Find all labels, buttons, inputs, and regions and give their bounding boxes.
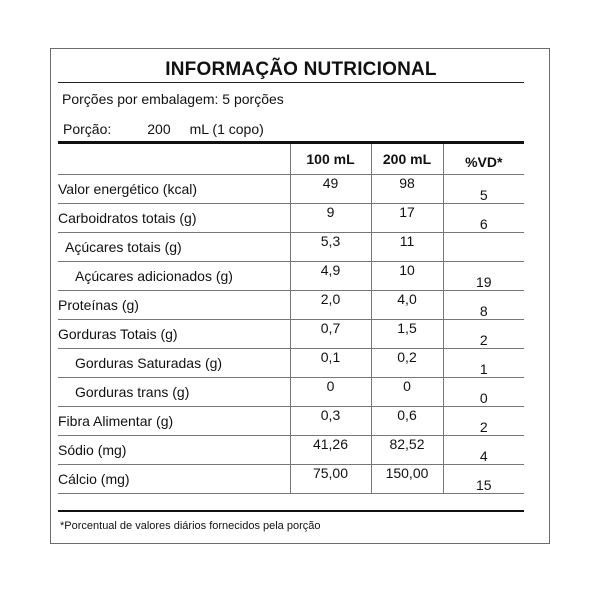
value-100ml: 4,9 [290,261,371,290]
value-100ml: 75,00 [290,464,371,493]
nutrient-name: Carboidratos totais (g) [58,203,290,232]
value-vd: 2 [443,319,524,348]
value-vd [443,232,524,261]
value-vd: 2 [443,406,524,435]
value-vd: 8 [443,290,524,319]
value-vd: 5 [443,174,524,203]
footnote: *Porcentual de valores diários fornecidos pela porção [60,520,321,532]
value-100ml: 0,1 [290,348,371,377]
nutrition-table [58,144,524,494]
nutrition-facts-label [50,48,550,544]
value-200ml: 10 [371,261,443,290]
value-vd: 0 [443,377,524,406]
value-200ml: 0 [371,377,443,406]
value-vd: 6 [443,203,524,232]
nutrient-name: Proteínas (g) [58,290,290,319]
value-100ml: 5,3 [290,232,371,261]
label-title: INFORMAÇÃO NUTRICIONAL [165,59,437,80]
nutrient-name: Sódio (mg) [58,435,290,464]
nutrient-name: Açúcares totais (g) [58,232,290,261]
value-vd: 1 [443,348,524,377]
table-row [58,435,524,464]
value-vd: 15 [443,464,524,493]
table-row [58,406,524,435]
value-vd: 4 [443,435,524,464]
table-row [58,290,524,319]
value-200ml: 0,2 [371,348,443,377]
value-100ml: 41,26 [290,435,371,464]
column-header-vd: %VD* [443,144,524,174]
value-100ml: 0,3 [290,406,371,435]
value-100ml: 49 [290,174,371,203]
nutrient-name: Gorduras trans (g) [58,377,290,406]
nutrient-name: Gorduras Saturadas (g) [58,348,290,377]
column-header-nutrient [58,144,290,174]
value-200ml: 1,5 [371,319,443,348]
portion-unit: mL (1 copo) [189,121,264,137]
value-200ml: 17 [371,203,443,232]
value-vd: 19 [443,261,524,290]
portion-value: 200 [147,121,171,137]
value-200ml: 98 [371,174,443,203]
value-100ml: 0 [290,377,371,406]
nutrient-name: Valor energético (kcal) [58,174,290,203]
value-200ml: 0,6 [371,406,443,435]
table-row [58,464,524,493]
nutrient-name: Cálcio (mg) [58,464,290,493]
portion-label: Porção: [63,121,112,137]
table-row [58,232,524,261]
table-row [58,203,524,232]
column-header-200ml: 200 mL [371,144,443,174]
column-header-100ml: 100 mL [290,144,371,174]
servings-per-package: Porções por embalagem: 5 porções [62,91,284,107]
footer-divider [58,510,524,512]
table-row [58,348,524,377]
value-200ml: 11 [371,232,443,261]
table-row [58,174,524,203]
portion-line [63,119,264,139]
value-200ml: 150,00 [371,464,443,493]
nutrient-name: Açúcares adicionados (g) [58,261,290,290]
table-header-row [58,144,524,174]
table-row [58,377,524,406]
value-200ml: 4,0 [371,290,443,319]
value-100ml: 2,0 [290,290,371,319]
table-row [58,319,524,348]
nutrient-name: Gorduras Totais (g) [58,319,290,348]
value-100ml: 9 [290,203,371,232]
title-divider [58,82,524,83]
table-row [58,261,524,290]
nutrient-name: Fibra Alimentar (g) [58,406,290,435]
value-100ml: 0,7 [290,319,371,348]
value-200ml: 82,52 [371,435,443,464]
